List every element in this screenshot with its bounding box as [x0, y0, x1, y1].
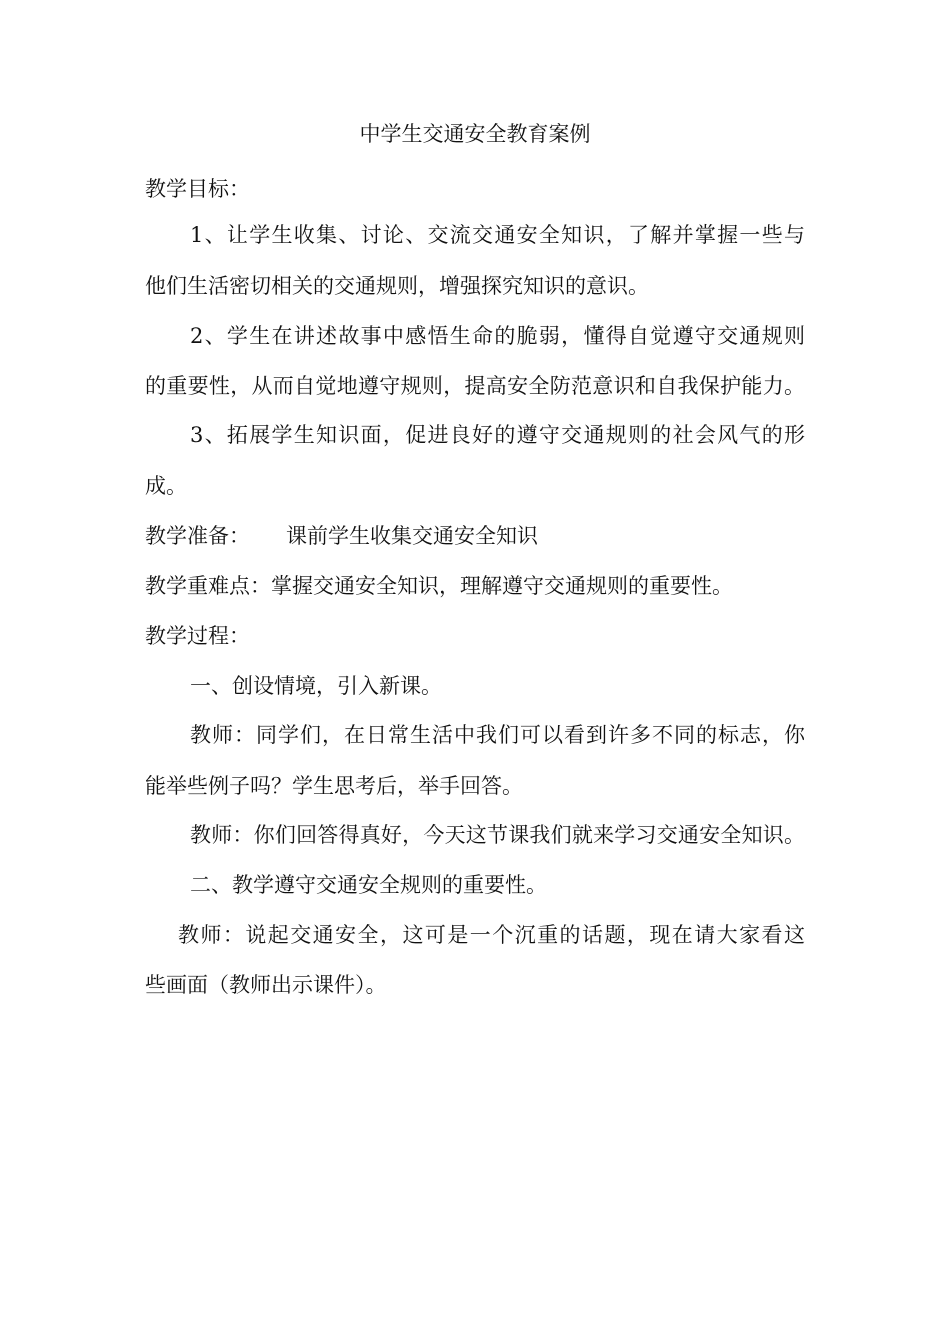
teacher-3-line-1: 教师：说起交通安全，这可是一个沉重的话题，现在请大家看这 [178, 923, 805, 947]
preparation-line [145, 523, 538, 549]
process-heading: 教学过程： [145, 624, 250, 648]
document-title: 中学生交通安全教育案例 [359, 122, 591, 146]
teacher-1-line-2: 能举些例子吗？学生思考后，举手回答。 [145, 774, 523, 798]
teacher-1-line-1: 教师：同学们，在日常生活中我们可以看到许多不同的标志，你 [190, 723, 805, 747]
goal-3-line-2: 成。 [145, 474, 187, 498]
goal-2-line-1: 2、学生在讲述故事中感悟生命的脆弱，懂得自觉遵守交通规则 [190, 324, 805, 348]
preparation-label: 教学准备： [145, 524, 250, 548]
goal-3-line-1: 3、拓展学生知识面，促进良好的遵守交通规则的社会风气的形 [190, 423, 805, 447]
goal-1-line-2: 他们生活密切相关的交通规则，增强探究知识的意识。 [145, 274, 649, 298]
goal-1-line-1: 1、让学生收集、讨论、交流交通安全知识，了解并掌握一些与 [190, 223, 805, 247]
goal-2-line-2: 的重要性，从而自觉地遵守规则，提高安全防范意识和自我保护能力。 [145, 374, 805, 398]
preparation-value: 课前学生收集交通安全知识 [286, 524, 538, 548]
teacher-3-line-2: 些画面（教师出示课件）。 [145, 973, 387, 997]
step-2-heading: 二、教学遵守交通安全规则的重要性。 [190, 873, 547, 897]
step-1-heading: 一、创设情境，引入新课。 [190, 674, 442, 698]
teacher-2-line: 教师：你们回答得真好，今天这节课我们就来学习交通安全知识。 [190, 823, 805, 847]
key-points-line: 教学重难点：掌握交通安全知识，理解遵守交通规则的重要性。 [145, 574, 733, 598]
goals-heading: 教学目标： [145, 177, 250, 201]
